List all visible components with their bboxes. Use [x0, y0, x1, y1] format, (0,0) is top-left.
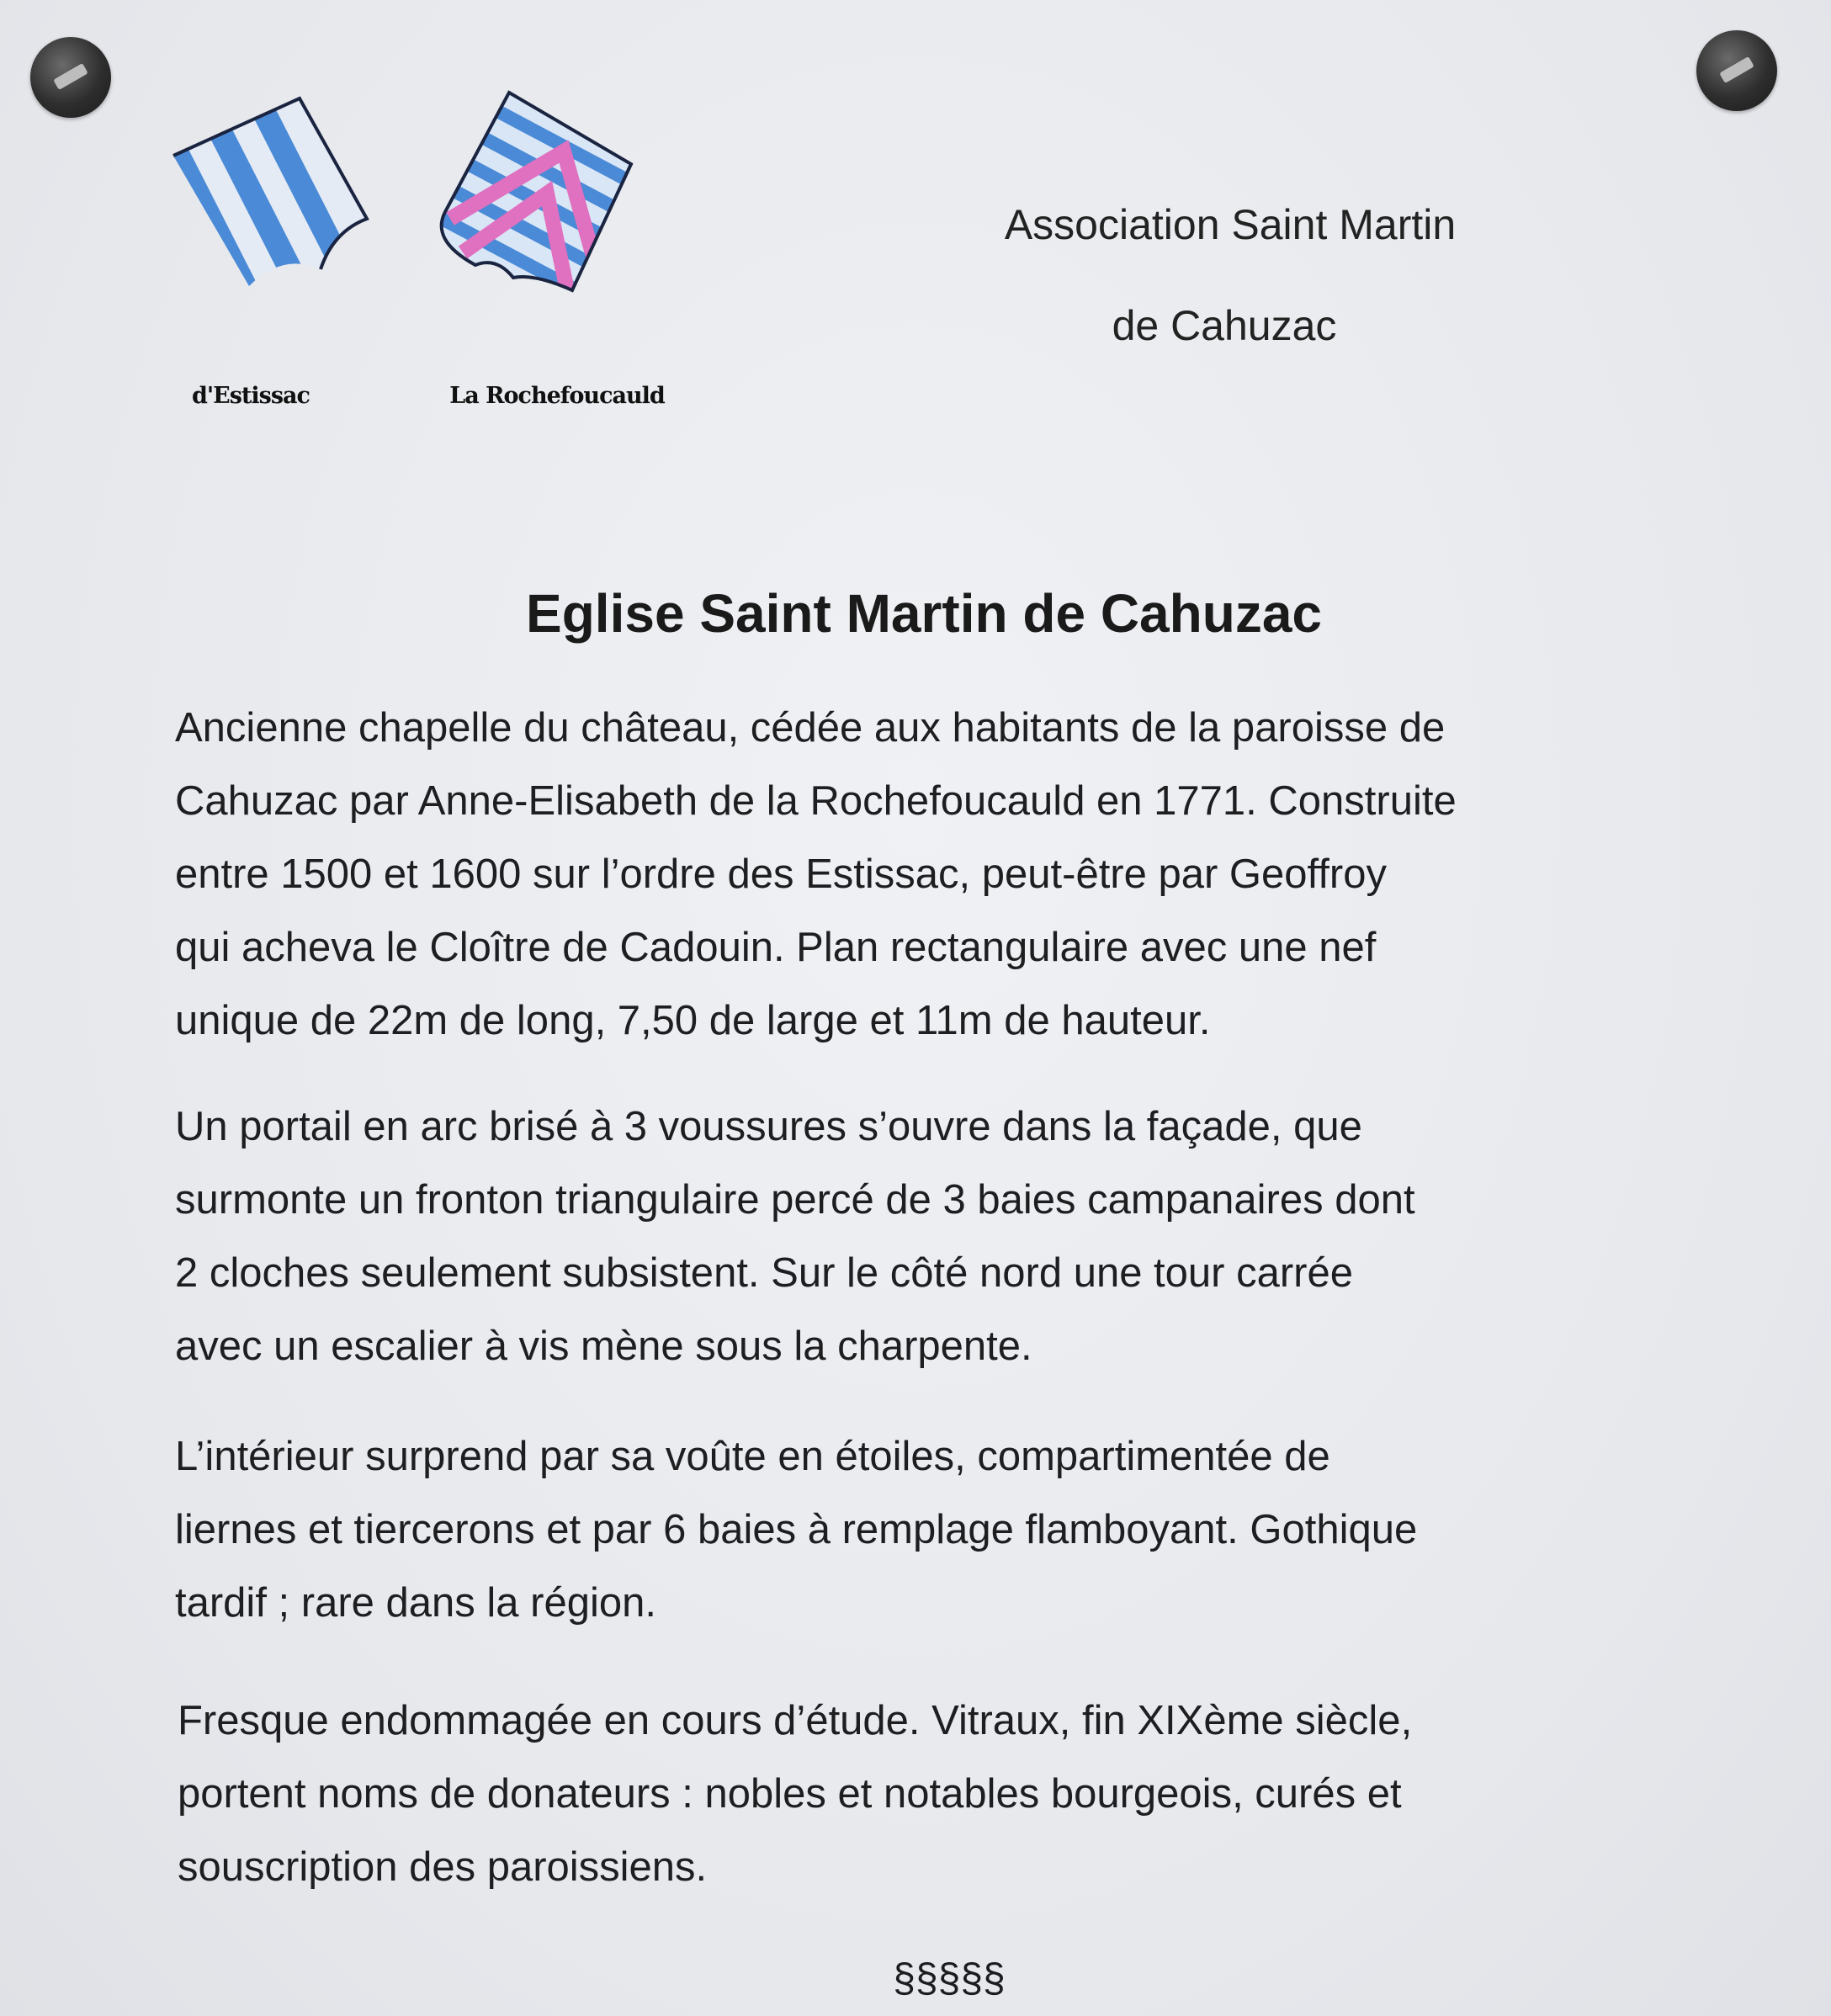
text-line: Ancienne chapelle du château, cédée aux habitants de la paroisse de — [175, 705, 1446, 751]
text-line: tardif ; rare dans la région. — [175, 1580, 656, 1626]
text-line: Un portail en arc brisé à 3 voussures s’ouvre dans la façade, que — [175, 1104, 1362, 1149]
text-line: 2 cloches seulement subsistent. Sur le côté nord une tour carrée — [175, 1250, 1353, 1296]
paragraph-history — [175, 692, 1457, 1058]
text-line: entre 1500 et 1600 sur l’ordre des Estissac, peut-être par Geoffroy — [175, 851, 1387, 897]
rochefoucauld-coat-of-arms — [425, 84, 644, 303]
text-line: L’intérieur surprend par sa voûte en étoiles, compartimentée de — [175, 1434, 1330, 1479]
estissac-label: d'Estissac — [192, 383, 310, 409]
screw-icon — [30, 37, 111, 118]
paragraph-facade — [175, 1090, 1415, 1383]
text-line: liernes et tiercerons et par 6 baies à remplage flamboyant. Gothique — [175, 1507, 1418, 1552]
section-separator: §§§§§ — [893, 1956, 1006, 2001]
text-line: Cahuzac par Anne-Elisabeth de la Rochefoucauld en 1771. Construite — [175, 778, 1457, 824]
text-line: avec un escalier à vis mène sous la charpente. — [175, 1324, 1032, 1369]
text-line: unique de 22m de long, 7,50 de large et 11m de hauteur. — [175, 998, 1211, 1043]
text-line: portent noms de donateurs : nobles et notables bourgeois, curés et — [178, 1771, 1402, 1817]
page-title: Eglise Saint Martin de Cahuzac — [526, 583, 1322, 644]
paragraph-fresco — [178, 1684, 1412, 1904]
rochefoucauld-label: La Rochefoucauld — [449, 383, 665, 409]
text-line: souscription des paroissiens. — [178, 1844, 708, 1890]
text-line: surmonte un fronton triangulaire percé de 3 baies campanaires dont — [175, 1177, 1415, 1223]
screw-icon — [1696, 30, 1777, 111]
paragraph-interior — [175, 1420, 1417, 1640]
association-name-line2: de Cahuzac — [1112, 302, 1337, 349]
text-line: Fresque endommagée en cours d’étude. Vitraux, fin XIXème siècle, — [178, 1698, 1413, 1743]
text-line: qui acheva le Cloître de Cadouin. Plan rectangulaire avec une nef — [175, 925, 1377, 970]
estissac-coat-of-arms — [165, 88, 384, 299]
association-name-line1: Association Saint Martin — [1004, 201, 1457, 248]
